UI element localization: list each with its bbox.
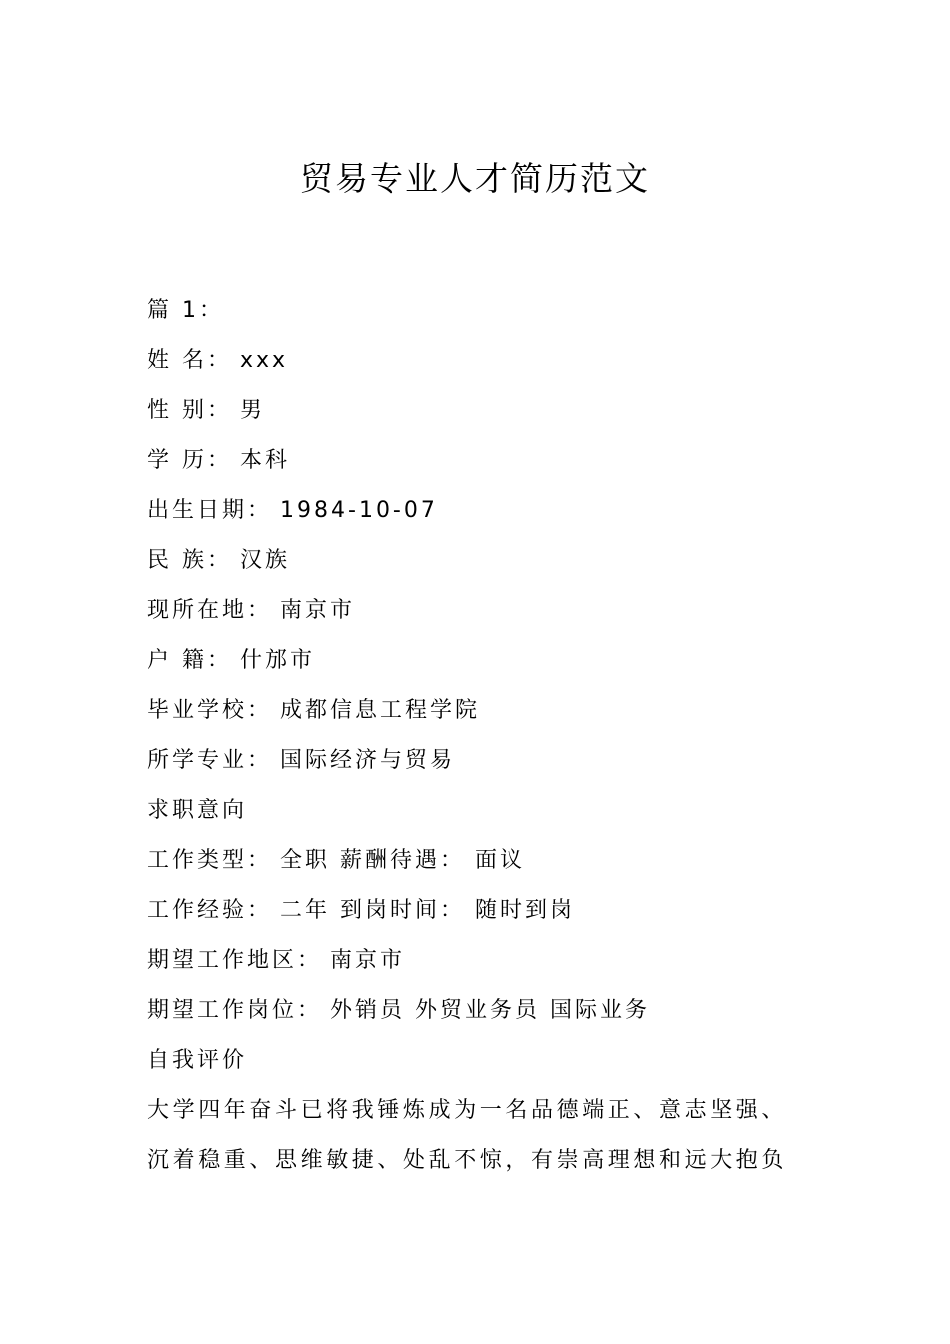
line-label: 现所在地：: [147, 598, 273, 623]
line-label: 工作类型：: [147, 848, 273, 873]
section-heading: [147, 286, 827, 336]
field-major: [147, 736, 827, 786]
line-label: 姓 名：: [147, 348, 232, 373]
line-value: xxx: [240, 348, 289, 373]
field-job-type: [147, 836, 827, 886]
line-value: 男: [240, 398, 266, 423]
line-value: 南京市: [280, 598, 356, 623]
section-self-evaluation: [147, 1036, 827, 1086]
self-evaluation-paragraph: [147, 1086, 827, 1186]
line-value: 全职 薪酬待遇： 面议: [280, 848, 526, 873]
section-job-intention: [147, 786, 827, 836]
field-education: [147, 436, 827, 486]
field-current-location: [147, 586, 827, 636]
line-value: 成都信息工程学院: [280, 698, 481, 723]
line-label: 户 籍：: [147, 648, 232, 673]
line-label: 民 族：: [147, 548, 232, 573]
line-label: 求职意向: [147, 798, 248, 823]
line-value: 二年 到岗时间： 随时到岗: [280, 898, 576, 923]
paragraph-line: 大学四年奋斗已将我锤炼成为一名品德端正、意志坚强、: [147, 1098, 788, 1123]
line-value: 1984-10-07: [280, 498, 438, 523]
field-ethnicity: [147, 536, 827, 586]
line-label: 学 历：: [147, 448, 232, 473]
line-value: 外销员 外贸业务员 国际业务: [330, 998, 651, 1023]
line-label: 毕业学校：: [147, 698, 273, 723]
field-birth-date: [147, 486, 827, 536]
line-label: 性 别：: [147, 398, 232, 423]
field-desired-area: [147, 936, 827, 986]
line-label: 工作经验：: [147, 898, 273, 923]
line-label: 自我评价: [147, 1048, 248, 1073]
field-name: [147, 336, 827, 386]
line-label: 期望工作岗位：: [147, 998, 323, 1023]
field-work-experience: [147, 886, 827, 936]
paragraph-line: 沉着稳重、思维敏捷、处乱不惊，有崇高理想和远大抱负: [147, 1148, 788, 1173]
field-household-registration: [147, 636, 827, 686]
line-value: 汉族: [240, 548, 291, 573]
document-content: [147, 286, 827, 1186]
line-value: 国际经济与贸易: [280, 748, 456, 773]
line-value: 什邡市: [240, 648, 316, 673]
document-title: 贸易专业人才简历范文: [300, 159, 650, 198]
line-label: 期望工作地区：: [147, 948, 323, 973]
line-value: 南京市: [330, 948, 406, 973]
field-school: [147, 686, 827, 736]
field-gender: [147, 386, 827, 436]
line-label: 出生日期：: [147, 498, 273, 523]
line-value: 本科: [240, 448, 291, 473]
line-label: 篇 1：: [147, 298, 224, 323]
field-desired-position: [147, 986, 827, 1036]
line-label: 所学专业：: [147, 748, 273, 773]
